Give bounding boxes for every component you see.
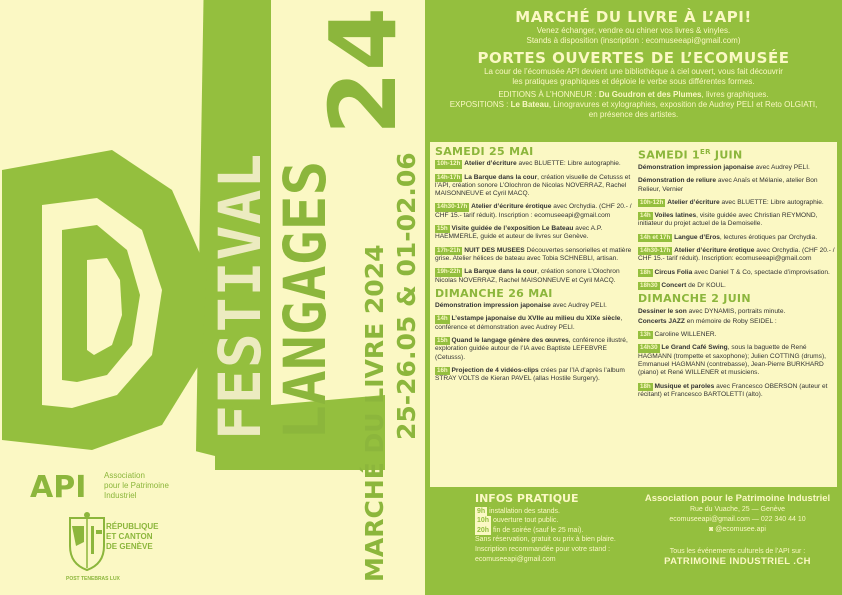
event-time-tag: 15h [437, 225, 448, 233]
event-title: Voiles latines [654, 212, 697, 220]
api-assoc-line: Association [104, 471, 145, 480]
event-item [638, 234, 836, 242]
association-address: Rue du Vuache, 25 — Genève [689, 506, 786, 513]
association-instagram[interactable] [635, 525, 840, 535]
geneve-motto: POST TENEBRAS LUX [66, 576, 120, 582]
program-col-left [435, 146, 633, 389]
event-time-tag: 18h30 [640, 281, 658, 289]
event-item [435, 367, 633, 384]
event-time-tag: 14h [437, 315, 448, 323]
infos-line: Inscription recommandée pour votre stand : [475, 545, 611, 553]
event-item [435, 225, 633, 242]
event-time-tag: 14h et 17h [640, 233, 671, 241]
event-item [435, 337, 633, 362]
association-website[interactable]: PATRIMOINE INDUSTRIEL .CH [664, 556, 811, 567]
infos-row [475, 516, 645, 526]
event-title: Atelier d’écriture érotique [674, 247, 755, 255]
event-title: Atelier d’écriture [667, 198, 720, 206]
marche-du-livre-year: MARCHÉ DU LIVRE 2024 [360, 244, 389, 582]
editions-value: Du Goudron et des Plumes [598, 90, 702, 99]
event-item [435, 302, 633, 310]
event-text: , création sonore L’Olochron Nicolas NOVERRAZ, Rachel MAISONNEUVE et Cyril MACQ. [435, 268, 620, 284]
editions-rest: , livres graphiques. [701, 90, 769, 99]
program-col-right [638, 146, 836, 404]
event-item [638, 199, 836, 207]
event-text: , visite guidée avec Christian REYMOND, initiateur du projet actuel de la Demoiselle. [638, 212, 818, 228]
day-title: SAMEDI 1ER JUIN [638, 148, 743, 162]
geneve-republic-text [106, 522, 196, 552]
infos-email[interactable]: ecomuseeapi@gmail.com [475, 555, 556, 563]
event-text: avec DYNAMIS, portraits minute. [686, 307, 786, 315]
marche-title: MARCHÉ DU LIVRE À L’API! [515, 8, 752, 26]
geneve-line: ET CANTON [106, 532, 153, 541]
header-line: en présence des artistes. [588, 110, 679, 119]
header-editions [425, 90, 842, 100]
infos-time-tag: 10h [477, 517, 490, 525]
event-text: en mémoire de Roby SEIDEL : [684, 317, 777, 325]
event-time-tag: 14h30-17h [640, 247, 671, 255]
event-title: NUIT DES MUSEES [464, 246, 525, 254]
festival-emblem-icon [2, 150, 217, 450]
event-text: avec Orchydia. (CHF 20.- / CHF 15.- tarif réduit). Inscription: ecomuseeapi@gmail.com [638, 247, 835, 263]
event-title: Atelier d’écriture [464, 160, 517, 168]
event-time-tag: 14h30-17h [437, 203, 468, 211]
program-box [430, 142, 837, 487]
association-contact[interactable]: ecomuseeapi@gmail.com — 022 340 44 10 [669, 516, 806, 523]
header-line: Venez échanger, vendre ou chiner vos livres & vinyles. [536, 26, 731, 35]
infos-title: INFOS PRATIQUE [475, 492, 579, 505]
event-title: Démonstration de reliure [638, 177, 717, 185]
event-text: avec Audrey PELI. [550, 302, 607, 310]
event-item [435, 174, 633, 199]
event-text: , création visuelle de Cetusss et l’API, création sonore L’Olochron de Nicolas NOVERRAZ, Rachel MAISONNEUVE et Cyril MACQ. [435, 173, 631, 198]
header-expositions [425, 100, 842, 110]
expositions-label: EXPOSITIONS : [449, 100, 511, 109]
event-text: avec BLUETTE: Libre autographie. [516, 160, 621, 168]
event-item [638, 177, 836, 194]
event-item [638, 269, 836, 277]
event-time-tag: 13h [640, 331, 651, 339]
infos-row-text: installation des stands. [487, 507, 560, 515]
event-item [638, 308, 836, 316]
event-time-tag: 17h-21h [437, 246, 461, 254]
edition-number: 24 [310, 6, 417, 135]
poster-right-panel [425, 0, 842, 595]
event-title: Quand le langage génère des œuvres [451, 337, 569, 345]
instagram-icon: ◙ [709, 526, 716, 533]
header-line: Stands à disposition (inscription : ecomuseeapi@gmail.com) [526, 36, 741, 45]
event-time-tag: 10h-12h [640, 198, 664, 206]
infos-time-tag: 9h [477, 507, 486, 515]
langages-vertical-title: LANGAGES [271, 160, 339, 440]
event-text: , sous la baguette de René HAGMANN (trompette et saxophone); Julien COTTING (drums), Emmanuel HAGMANN (contrebasse), Jean-Pierre BURKHARD (piano) et René WILLENER et musiciens. [638, 344, 826, 377]
event-time-tag: 10h-12h [437, 160, 461, 168]
association-tagline: Tous les événements culturels de l’API sur : [669, 548, 806, 555]
day-title: SAMEDI 25 MAI [435, 145, 534, 158]
event-title: L’estampe japonaise du XVIIe au milieu du XIXe siècle [451, 315, 621, 323]
portes-ouvertes-title: PORTES OUVERTES DE L’ECOMUSÉE [477, 49, 790, 67]
event-text: , conférence et démonstration avec Audrey PELI. [435, 315, 623, 331]
event-text: avec Daniel T & Co, spectacle d’improvisation. [692, 268, 830, 276]
event-title: Démonstration impression japonaise [435, 302, 551, 310]
event-text: avec Francesco OBERSON (auteur et récitant) et Francesco BARTOLETTI (alto). [638, 382, 828, 398]
expositions-value: Le Bateau [510, 100, 549, 109]
infos-time-tag: 20h [477, 526, 490, 534]
event-item [638, 282, 836, 290]
event-title: Circus Folia [654, 268, 693, 276]
event-text: Caroline WILLENER. [654, 331, 717, 339]
event-time-tag: 18h [640, 268, 651, 276]
event-title: Musique et paroles [654, 382, 715, 390]
event-item [638, 164, 836, 172]
event-item [435, 160, 633, 168]
event-title: Concert [661, 281, 687, 289]
event-item [638, 383, 836, 400]
event-title: Concerts JAZZ [638, 317, 685, 325]
event-time-tag: 14h30 [640, 344, 658, 352]
expositions-rest: , Linogravures et xylographies, exposition de Audrey PELI et Reto OLGIATI, [548, 100, 818, 109]
event-time-tag: 16h [437, 366, 448, 374]
association-title: Association pour le Patrimoine Industriel [644, 493, 831, 504]
event-title: La Barque dans la cour [464, 173, 538, 181]
event-text: avec Orchydia. (CHF 20.- / CHF 15.- tarif réduit). Inscription : ecomuseeapi@gmail.com [435, 203, 632, 219]
event-item [435, 247, 633, 264]
geneve-line: RÉPUBLIQUE [106, 522, 159, 531]
geneve-line: DE GENÈVE [106, 542, 153, 551]
event-item [638, 212, 836, 229]
infos-row [475, 507, 645, 517]
event-time-tag: 19h-22h [437, 268, 461, 276]
event-time-tag: 14h [640, 212, 651, 220]
api-logo: API [30, 470, 87, 505]
event-time-tag: 18h [640, 382, 651, 390]
event-item [435, 315, 633, 332]
event-title: Langue d’Eros [674, 233, 720, 241]
event-time-tag: 15h [437, 337, 448, 345]
association-block [635, 494, 840, 567]
event-item [638, 331, 836, 339]
infos-pratique [475, 494, 645, 564]
infos-line: Sans réservation, gratuit ou prix à bien plaire. [475, 536, 616, 544]
geneve-coat-of-arms-icon [62, 512, 112, 572]
event-time-tag: 14h-17h [437, 173, 461, 181]
event-item [435, 268, 633, 285]
event-text: Découvertes sensorielles et matière grise. Atelier hélices de bateau avec Tobia SCHNEBLI, artisan. [435, 246, 632, 262]
festival-vertical-title: FESTIVAL [206, 152, 274, 440]
infos-row-text: fin de soirée (sauf le 25 mai). [491, 526, 584, 534]
event-title: Visite guidée de l’exposition Le Bateau [451, 225, 574, 233]
event-text: de Dr KOUL. [686, 281, 726, 289]
event-title: La Barque dans la cour [464, 268, 538, 276]
event-text: , lectures érotiques par Orchydia. [719, 233, 818, 241]
api-assoc-line: pour le Patrimoine [104, 481, 169, 490]
api-association-name [104, 471, 214, 501]
event-title: Démonstration impression japonaise [638, 163, 754, 171]
event-text: avec A.P. HAEMMERLE, guide et auteur de livres sur Genève. [435, 225, 603, 241]
event-text: , conférence illustré, exploration guidée autour de l’IA avec Baptiste LEFEBVRE (Cetusss). [435, 337, 628, 361]
event-text: avec Anaïs et Mélanie, atelier Bon Relieur, Vernier [638, 177, 818, 193]
event-item [638, 344, 836, 377]
instagram-handle: @ecomusee.api [715, 526, 766, 533]
event-title: Projection de 4 vidéos-clips [451, 366, 539, 374]
day-title: DIMANCHE 26 MAI [435, 286, 553, 300]
infos-row [475, 526, 645, 536]
header-block [425, 8, 842, 120]
event-title: Atelier d’écriture érotique [471, 203, 552, 211]
event-text: avec BLUETTE: Libre autographie. [719, 198, 824, 206]
day-title: DIMANCHE 2 JUIN [638, 292, 751, 306]
infos-row-text: ouverture tout public. [491, 517, 559, 525]
api-assoc-line: Industriel [104, 491, 137, 500]
event-title: Le Grand Café Swing [661, 344, 728, 352]
event-text: crées par l’IA d’après l’album STRAY VOLTS de Kieran PAVEL (allas Hostile Surgery). [435, 366, 625, 383]
event-title: Dessiner le son [638, 307, 687, 315]
festival-dates: 25-26.05 & 01-02.06 [392, 152, 421, 440]
event-text: avec Audrey PELI. [753, 163, 810, 171]
header-line: La cour de l’écomusée API devient une bibliothèque à ciel ouvert, vous fait découvrir [484, 67, 783, 76]
header-line: les pratiques graphiques et déploie le verbe sous différentes formes. [512, 77, 755, 86]
editions-label: EDITIONS À L’HONNEUR : [498, 90, 599, 99]
event-item [435, 203, 633, 220]
event-item [638, 247, 836, 264]
event-item [638, 318, 836, 326]
